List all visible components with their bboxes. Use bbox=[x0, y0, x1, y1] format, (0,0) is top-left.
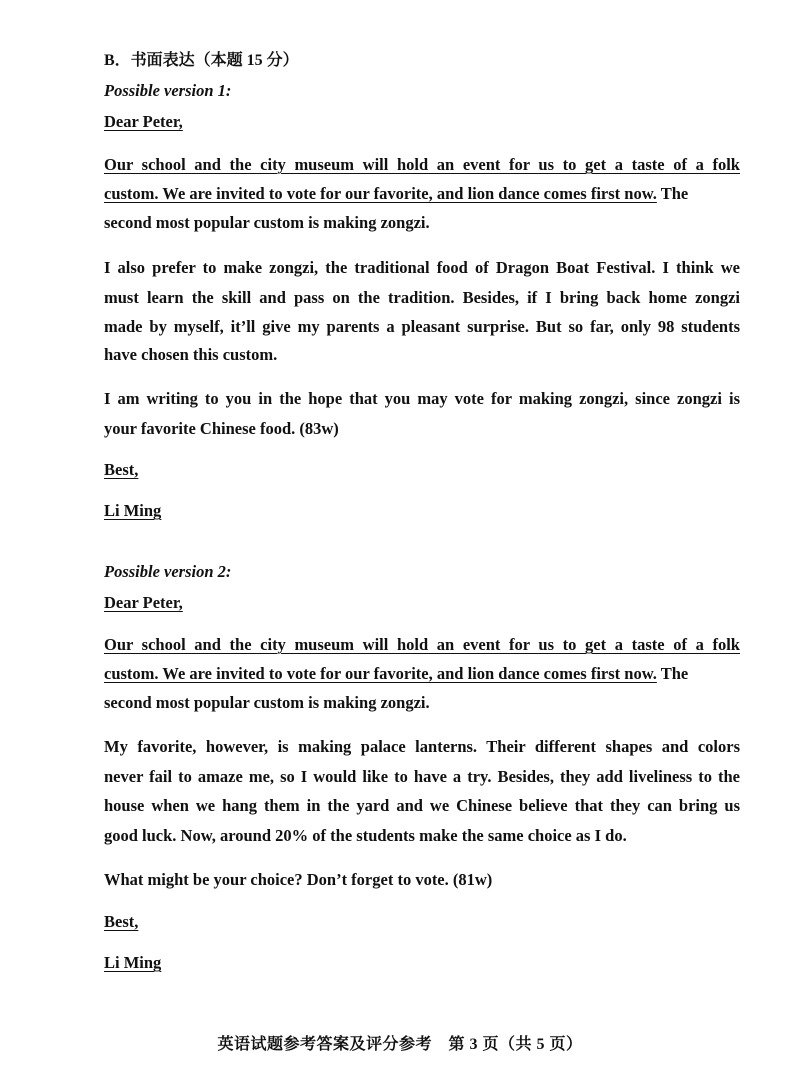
version1-p2-line1: I also prefer to make zongzi, the traditional food of Dragon Boat Festival. I think we bbox=[104, 258, 740, 277]
version1-signature: Li Ming bbox=[104, 501, 162, 520]
version2-p1-line3: second most popular custom is making zongzi. bbox=[104, 693, 430, 712]
version2-p1-line2-tail: The bbox=[660, 664, 689, 683]
version1-p1-line2-tail: The bbox=[660, 184, 689, 203]
version1-heading: Possible version 1: bbox=[104, 81, 232, 100]
version2-p2-line2: never fail to amaze me, so I would like to have a try. Besides, they add liveliness to the bbox=[104, 767, 740, 786]
version1-greeting: Dear Peter, bbox=[104, 112, 183, 131]
version2-p1-line2-underlined: custom. We are invited to vote for our favorite, and lion dance comes first now. bbox=[104, 664, 657, 683]
version1-p2-line3: made by myself, it’ll give my parents a pleasant surprise. But so far, only 98 students bbox=[104, 317, 740, 336]
page-footer: 英语试题参考答案及评分参考 第 3 页（共 5 页） bbox=[217, 1036, 583, 1053]
version2-signature: Li Ming bbox=[104, 953, 162, 972]
version1-p3-line1: I am writing to you in the hope that you may vote for making zongzi, since zongzi is bbox=[104, 389, 740, 408]
version1-p1-line1: Our school and the city museum will hold an event for us to get a taste of a folk bbox=[104, 155, 740, 174]
version1-p1-line3: second most popular custom is making zongzi. bbox=[104, 213, 430, 232]
version2-heading: Possible version 2: bbox=[104, 562, 232, 581]
version2-p3-line1: What might be your choice? Don’t forget to vote. (81w) bbox=[104, 870, 493, 889]
version2-p2-line3: house when we hang them in the yard and we Chinese believe that they can bring us bbox=[104, 796, 740, 815]
version1-p1-line2-underlined: custom. We are invited to vote for our favorite, and lion dance comes first now. bbox=[104, 184, 657, 203]
version2-closing: Best, bbox=[104, 912, 139, 931]
version2-p1-line1: Our school and the city museum will hold an event for us to get a taste of a folk bbox=[104, 635, 740, 654]
section-title: B．书面表达（本题 15 分） bbox=[104, 52, 299, 69]
version1-closing: Best, bbox=[104, 460, 139, 479]
version1-p1-line2 bbox=[104, 184, 688, 204]
version1-p2-line4: have chosen this custom. bbox=[104, 345, 278, 364]
version1-p3-line2: your favorite Chinese food. (83w) bbox=[104, 419, 339, 438]
version2-p1-line2 bbox=[104, 664, 688, 684]
version2-greeting: Dear Peter, bbox=[104, 593, 183, 612]
version2-p2-line4: good luck. Now, around 20% of the students make the same choice as I do. bbox=[104, 826, 627, 845]
version1-p2-line2: must learn the skill and pass on the tradition. Besides, if I bring back home zongzi bbox=[104, 288, 740, 307]
version2-p2-line1: My favorite, however, is making palace lanterns. Their different shapes and colors bbox=[104, 737, 740, 756]
